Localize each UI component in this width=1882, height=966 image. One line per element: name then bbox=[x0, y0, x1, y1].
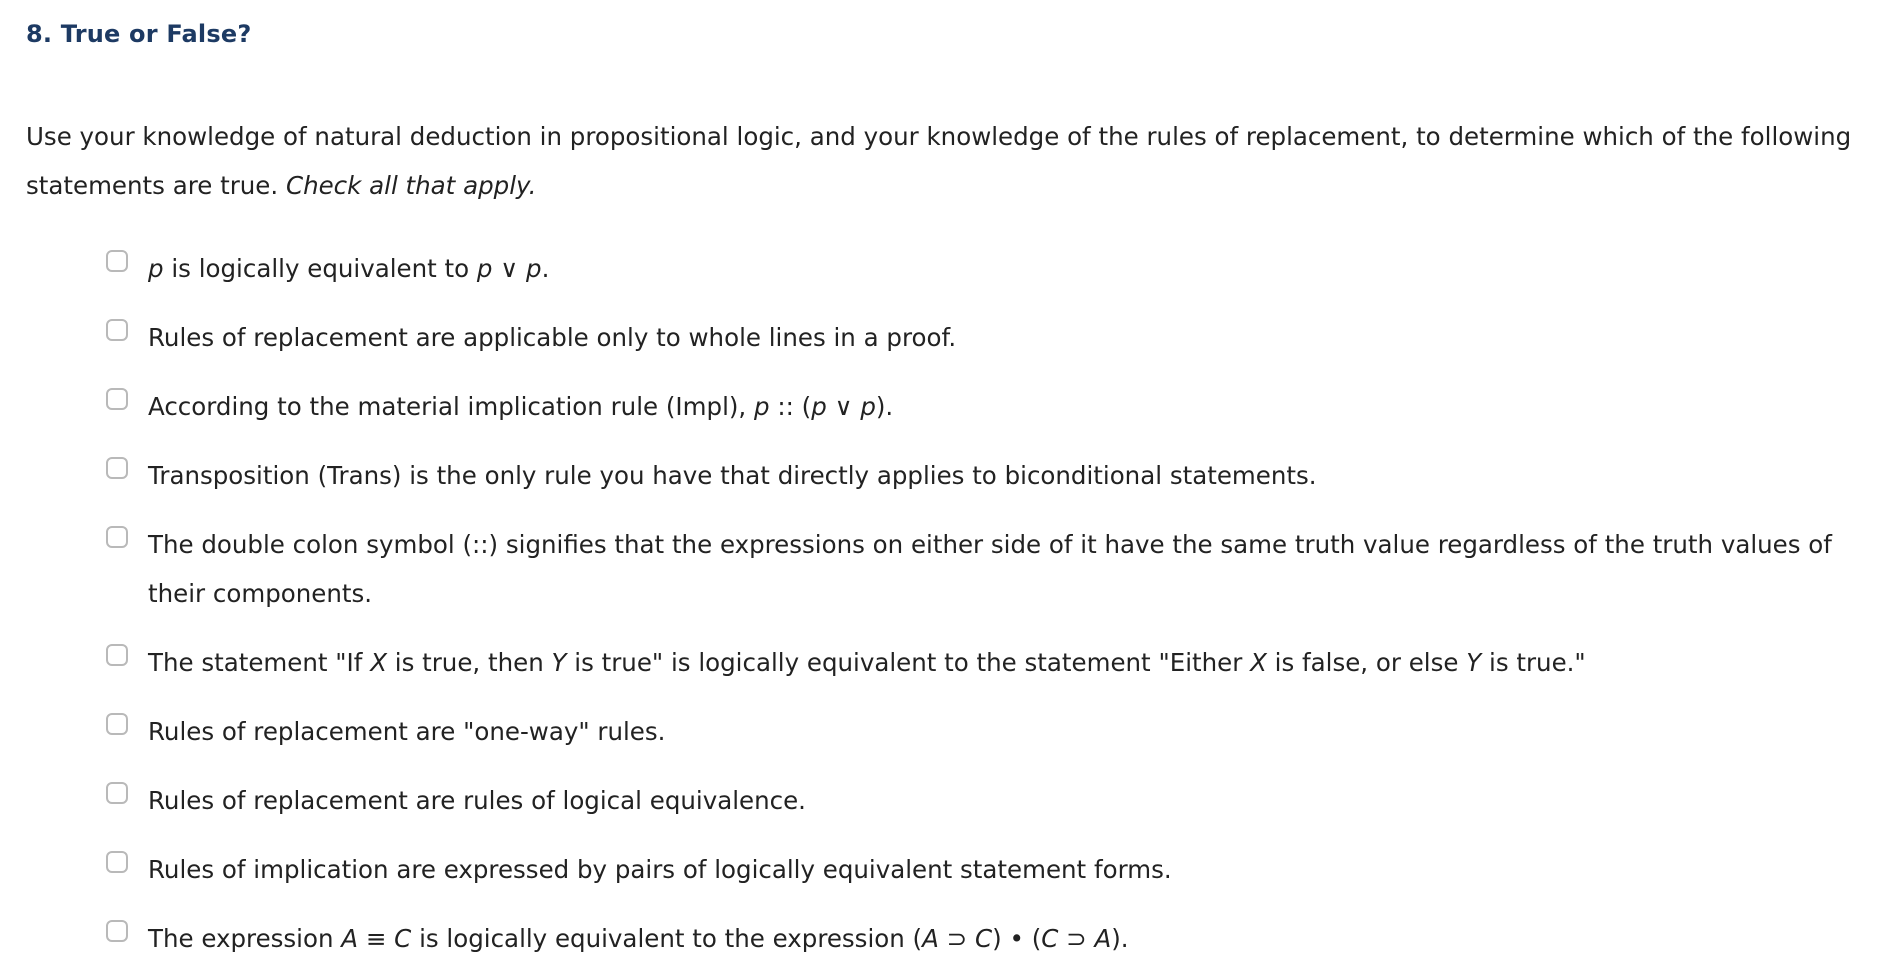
option-variable: Y bbox=[1466, 648, 1482, 677]
instruction-text: Use your knowledge of natural deduction in propositional logic, and your knowledge of the rules of replacement, to determine which of the following statements are true. bbox=[26, 122, 1852, 200]
option-variable: C bbox=[975, 924, 993, 953]
option-variable: C bbox=[394, 924, 412, 953]
option-checkbox[interactable] bbox=[106, 644, 128, 666]
option-variable: X bbox=[1250, 648, 1267, 677]
option-checkbox[interactable] bbox=[106, 526, 128, 548]
option-variable: p bbox=[526, 254, 542, 283]
option-checkbox[interactable] bbox=[106, 782, 128, 804]
option-variable: A bbox=[1094, 924, 1112, 953]
option-variable: p bbox=[754, 392, 770, 421]
question-instructions bbox=[26, 112, 1856, 210]
option-label: The double colon symbol (::) signifies that the expressions on either side of it have the same truth value regardless of the truth values of their components. bbox=[148, 530, 1832, 608]
option-checkbox[interactable] bbox=[106, 851, 128, 873]
option-checkbox[interactable] bbox=[106, 250, 128, 272]
option-variable: p bbox=[811, 392, 827, 421]
option-label: Rules of implication are expressed by pairs of logically equivalent statement forms. bbox=[148, 855, 1172, 884]
question-title: 8. True or False? bbox=[26, 20, 252, 48]
instruction-emphasis: Check all that apply. bbox=[285, 171, 537, 200]
option-variable: X bbox=[370, 648, 387, 677]
option-checkbox[interactable] bbox=[106, 920, 128, 942]
option-label: According to the material implication rule (Impl), p :: (p ∨ p). bbox=[148, 392, 894, 421]
option-variable: p bbox=[476, 254, 493, 283]
option-variable: A bbox=[341, 924, 359, 953]
option-checkbox[interactable] bbox=[106, 388, 128, 410]
option-label: Rules of replacement are "one-way" rules. bbox=[148, 717, 666, 746]
option-label: The expression A ≡ C is logically equivalent to the expression (A ⊃ C) • (C ⊃ A). bbox=[148, 924, 1129, 953]
option-checkbox[interactable] bbox=[106, 713, 128, 735]
option-variable: A bbox=[922, 924, 939, 953]
option-variable: Y bbox=[551, 648, 567, 677]
option-variable: p bbox=[148, 254, 164, 283]
option-label: The statement "If X is true, then Y is true" is logically equivalent to the statement "Either X is false, or else Y is true." bbox=[148, 648, 1586, 677]
option-label: p is logically equivalent to p ∨ p. bbox=[148, 254, 550, 283]
option-label: Rules of replacement are rules of logical equivalence. bbox=[148, 786, 806, 815]
option-variable: C bbox=[1041, 924, 1059, 953]
option-label: Rules of replacement are applicable only to whole lines in a proof. bbox=[148, 323, 957, 352]
option-checkbox[interactable] bbox=[106, 457, 128, 479]
option-checkbox[interactable] bbox=[106, 319, 128, 341]
option-label: Transposition (Trans) is the only rule you have that directly applies to biconditional statements. bbox=[148, 461, 1317, 490]
option-variable: p bbox=[860, 392, 876, 421]
